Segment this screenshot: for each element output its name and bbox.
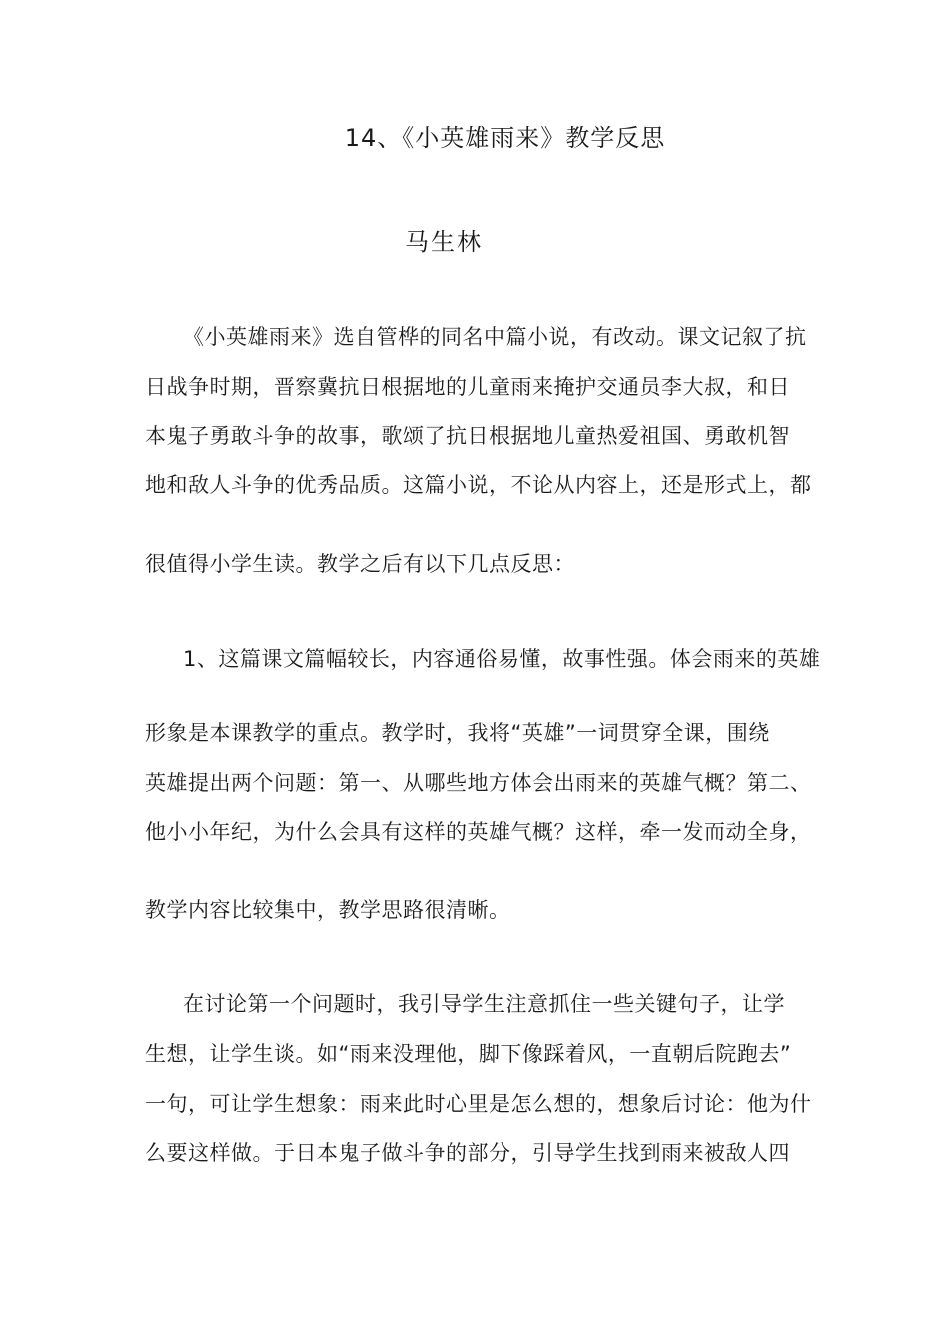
paragraph-line: 地和敌人斗争的优秀品质。这篇小说，不论从内容上，还是形式上，都 [145, 473, 812, 497]
paragraph-line: 一句，可让学生想象：雨来此时心里是怎么想的，想象后讨论：他为什 [145, 1092, 812, 1116]
paragraph-line: 他小小年纪，为什么会具有这样的英雄气概？这样，牵一发而动全身， [145, 820, 812, 844]
paragraph-line: 1、这篇课文篇幅较长，内容通俗易懂，故事性强。体会雨来的英雄 [183, 647, 821, 671]
document-author: 马生林 [405, 228, 483, 256]
paragraph-line: 《小英雄雨来》选自管桦的同名中篇小说，有改动。课文记叙了抗 [183, 325, 807, 349]
paragraph-line: 本鬼子勇敢斗争的故事，歌颂了抗日根据地儿童热爱祖国、勇敢机智 [145, 424, 790, 448]
paragraph-line: 形象是本课教学的重点。教学时，我将“英雄”一词贯穿全课，围绕 [145, 721, 770, 745]
paragraph-line: 在讨论第一个问题时，我引导学生注意抓住一些关键句子，让学 [183, 992, 785, 1016]
paragraph-line: 生想，让学生谈。如“雨来没理他，脚下像踩着风，一直朝后院跑去” [145, 1042, 792, 1066]
paragraph-line: 英雄提出两个问题：第一、从哪些地方体会出雨来的英雄气概？第二、 [145, 771, 812, 795]
document-title: 14、《小英雄雨来》教学反思 [344, 124, 666, 152]
paragraph-line: 么要这样做。于日本鬼子做斗争的部分，引导学生找到雨来被敌人四 [145, 1141, 790, 1165]
paragraph-line: 日战争时期，晋察冀抗日根据地的儿童雨来掩护交通员李大叔，和日 [145, 375, 790, 399]
paragraph-line: 很值得小学生读。教学之后有以下几点反思： [145, 552, 575, 576]
paragraph-line: 教学内容比较集中，教学思路很清晰。 [145, 898, 511, 922]
